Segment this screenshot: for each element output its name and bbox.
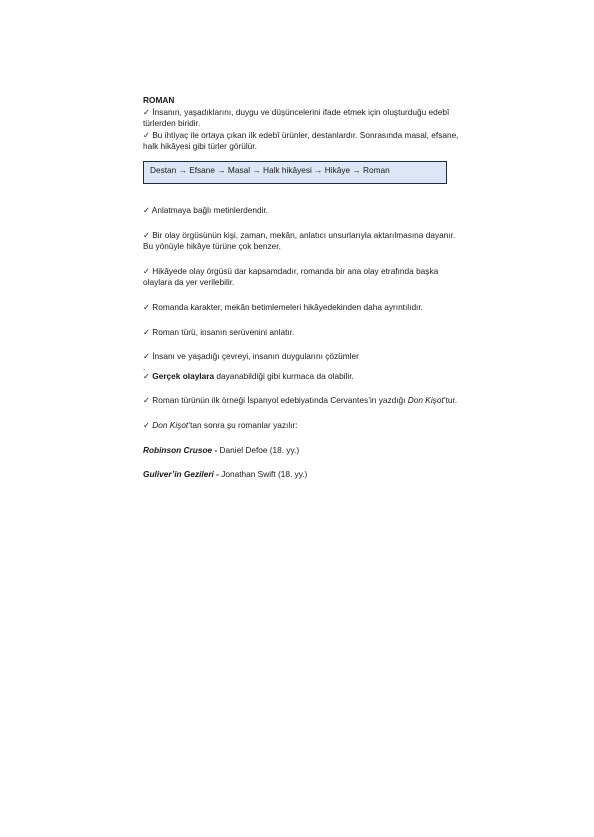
item-6-dot: . [143,361,146,372]
item-3: ✓ Hikâyede olay örgüsü dar kapsamdadır, romanda bir ana olay etrafında başka olaylara da yer verilebilir. [143,265,439,288]
novel-1-title: Robinson Crusoe - [143,444,218,455]
item-7 [143,371,463,383]
item-7-check: ✓ [143,370,153,381]
item-8-b: ’tur. [443,395,458,406]
item-9-check: ✓ [143,419,153,430]
item-1: ✓ Anlatmaya bağlı metinlerdendir. [143,204,269,215]
novel-1-author: Daniel Defoe (18. yy.) [217,444,300,455]
intro-line-2: ✓ Bu ihtiyaç ile ortaya çıkan ilk edebî ürünler, destanlardır. Sonrasında masal, efsane, halk hikâyesi gibi türler görülür. [143,129,459,152]
novel-2-author: Jonathan Swift (18. yy.) [218,469,308,480]
genre-sequence-text: Destan → Efsane → Masal → Halk hikâyesi → Hikâye → Roman [150,164,390,175]
document-content [143,95,463,494]
item-7-rest: dayanabildiği gibi kurmaca da olabilir. [214,370,354,381]
item-8-italic: Don Kişot [407,395,444,406]
novel-2 [143,469,463,481]
intro-line-1: ✓ İnsanın, yaşadıklarını, duygu ve düşüncelerini ifade etmek için oluşturduğu edebî türlerden biridir. [143,106,450,129]
novel-2-title: Guliver’in Gezileri - [143,469,219,480]
genre-sequence-box [143,161,447,184]
novel-1 [143,445,463,457]
item-9-italic: Don Kişot [152,419,189,430]
item-5: ✓ Roman türü, insanın serüvenini anlatır. [143,326,295,337]
item-7-bold: Gerçek olaylara [152,370,215,381]
item-8 [143,395,463,407]
item-8-a: ✓ Roman türünün ilk örneği İspanyol edebiyatında Cervantes’in yazdığı [143,395,408,406]
item-6: ✓ İnsanı ve yaşadığı çevreyi, insanın duygularını çözümler [143,351,359,362]
item-9-rest: ’tan sonra şu romanlar yazılır: [188,419,298,430]
item-2: ✓ Bir olay örgüsünün kişi, zaman, mekân, anlatıcı unsurlarıyla aktarılmasına dayanır. Bu yönüyle hikâye türüne çok benzer. [143,229,456,252]
item-9 [143,420,463,432]
document-title: ROMAN [143,95,175,105]
item-4: ✓ Romanda karakter, mekân betimlemeleri hikâyedekinden daha ayrıntılıdır. [143,301,423,312]
